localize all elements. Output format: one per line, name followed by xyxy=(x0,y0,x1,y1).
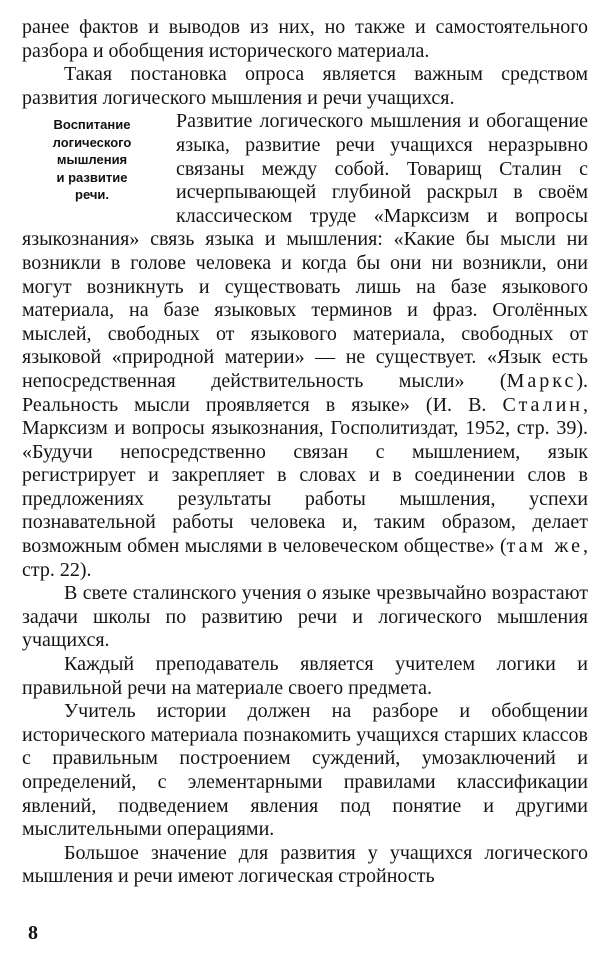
margin-heading-line: мышления xyxy=(56,152,128,168)
citation-ibid: там же xyxy=(506,535,583,558)
margin-heading-line: и развитие xyxy=(56,169,128,185)
paragraph-questioning: Такая постановка опроса является важным средством развития логического мышления и речи учащихся. xyxy=(22,63,588,109)
paragraph-history-teacher: Учитель истории должен на разборе и обобщении исторического материала познакомить учащихся старших классов с правильным построением суждений, умозаключений и определений, с элементарными правилами классификации явлений, подведением явления под понятие и другими мыслительными операциями. xyxy=(22,700,588,841)
paragraph-logical-structure: Большое значение для развития у учащихся логического мышления и речи имеют логическая стройность xyxy=(22,841,588,888)
document-page xyxy=(22,16,588,889)
author-stalin: Сталин xyxy=(502,393,583,416)
paragraph-text: Развитие логического мышления и обогащение языка, развитие речи учащихся неразрывно связаны между собой. Товарищ Сталин с исчерпывающей глубиной раскрыл в своём классическом труде «Марксизм и вопросы языкознания» связь языка и мышления: «Какие бы мысли ни возникли в голове человека и когда бы они ни возникли, они могут возникнуть и существовать лишь на базе языкового материала, на базе языковых терминов и фраз. Оголённых мыслей, свободных от языкового материала, свободных от языковой «природной материи» — не существует. «Язык есть непосредственная действительность мысли» ( xyxy=(22,110,588,392)
paragraph-text: , Марксизм и вопросы языкознания, Госполитиздат, 1952, стр. 39). «Будучи непосредственно связан с мышлением, язык регистрирует и закрепляет в словах и в соединении слов в предложениях результаты работы мышления, успехи познавательной работы человека и, таким образом, делает возможным обмен мыслями в человеческом обществе» ( xyxy=(22,393,588,558)
margin-heading-line: логического xyxy=(52,134,132,150)
page-number: 8 xyxy=(28,922,38,944)
margin-heading-line: Воспитание xyxy=(53,117,131,133)
paragraph-text: , стр. 22). xyxy=(22,535,588,581)
margin-heading-line: речи. xyxy=(75,187,109,203)
author-marx: Маркс xyxy=(506,369,577,392)
paragraph-logic-and-language xyxy=(22,110,588,582)
paragraph-school-tasks: В свете сталинского учения о языке чрезвычайно возрастают задачи школы по развитию речи и логического мышления учащихся. xyxy=(22,582,588,652)
paragraph-text: ). Реальность мысли проявляется в языке» (И. В. xyxy=(22,369,588,416)
paragraph-continuation: ранее фактов и выводов из них, но также и самостоятельного разбора и обобщения исторического материала. xyxy=(22,16,588,62)
margin-heading xyxy=(22,116,162,204)
paragraph-teacher-role: Каждый преподаватель является учителем логики и правильной речи на материале своего предмета. xyxy=(22,653,588,699)
